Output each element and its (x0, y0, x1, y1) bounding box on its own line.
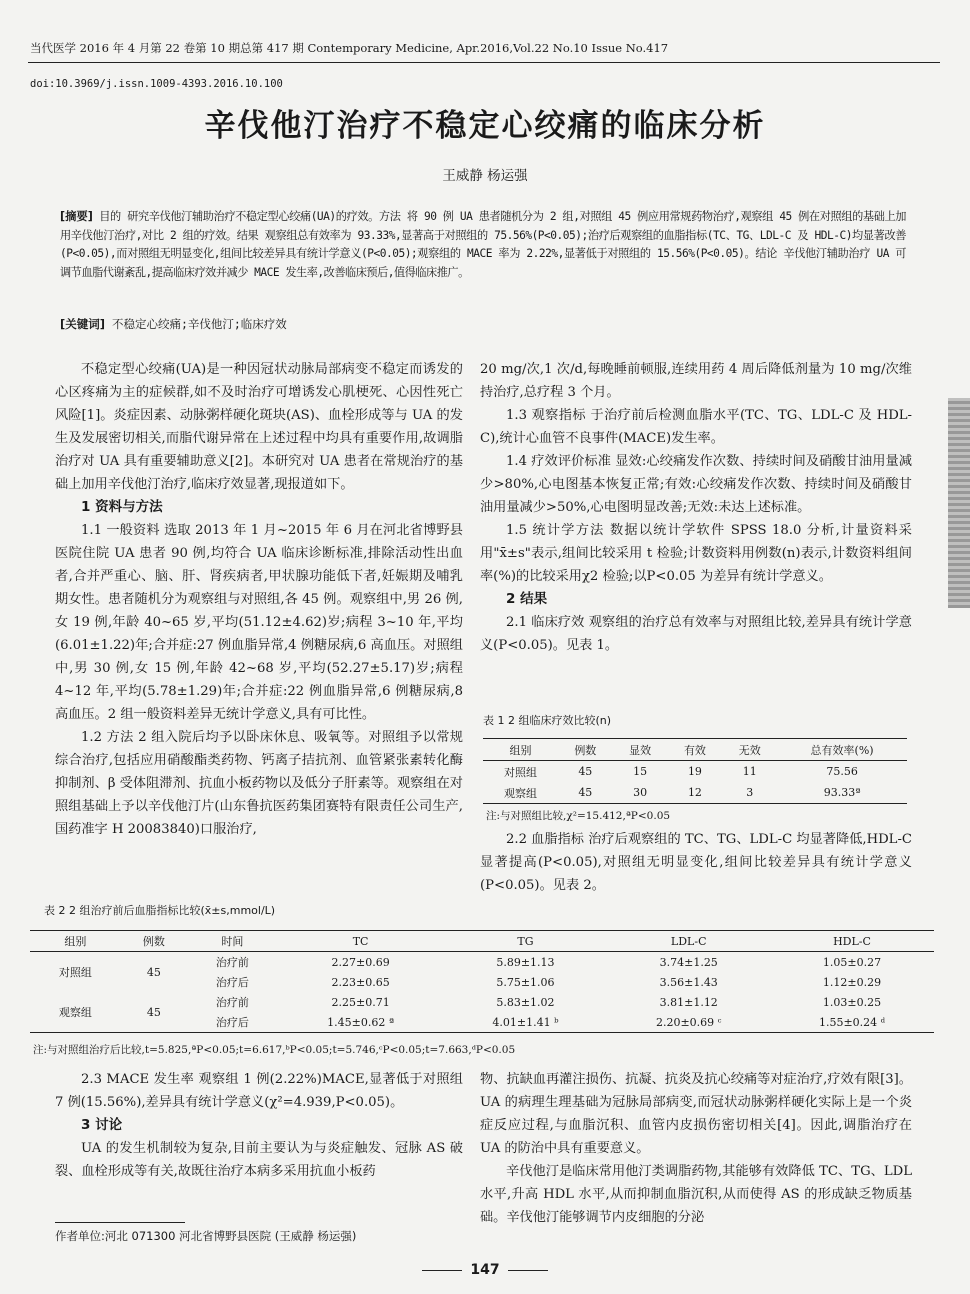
body-column-right-lower (480, 1068, 912, 1229)
table2 (30, 930, 934, 1033)
table1-cell: 75.56 (826, 765, 858, 778)
body-column-left-lower (55, 1068, 463, 1183)
table2-cell: 治疗后 (215, 976, 249, 989)
table1-caption: 表 1 2 组临床疗效比较(n) (483, 714, 612, 727)
paragraph: 1.2 方法 2 组入院后均予以卧床休息、吸氧等。对照组予以常规综合治疗,包括应用硝酸酯类药物、钙离子拮抗剂、血管紧张素转化酶抑制剂、β 受体阻滞剂、抗血小板药物以及低分子肝素等。观察组在对照组基础上予以辛伐他汀片(山东鲁抗医药集团赛特有限责任公司生产,国药准字 H 20083840)口服治疗, (55, 730, 463, 837)
paragraph: 辛伐他汀是临床常用他汀类调脂药物,其能够有效降低 TC、TG、LDL 水平,升高 HDL 水平,从而抑制血脂沉积,从而使得 AS 的形成缺乏物质基础。辛伐他汀能够调节内皮细胞的分泌 (480, 1164, 912, 1225)
table2-header: 时间 (221, 935, 244, 948)
table2-cell: 3.81±1.12 (659, 995, 718, 1009)
page-number: 147 (0, 1262, 970, 1278)
table1-cell: 30 (633, 786, 648, 799)
keywords-label: [关键词] (60, 317, 106, 331)
table2-cell: 1.03±0.25 (822, 995, 882, 1009)
table2-cell: 5.75±1.06 (496, 975, 555, 989)
table-row (483, 782, 907, 804)
table2-cell: 2.27±0.69 (331, 955, 390, 969)
abstract (60, 208, 906, 282)
paragraph: 2.3 MACE 发生率 观察组 1 例(2.22%)MACE,显著低于对照组 7 例(15.56%),差异具有统计学意义(χ²=4.939,P<0.05)。 (55, 1072, 463, 1110)
paragraph: 1.4 疗效评价标准 显效:心绞痛发作次数、持续时间及硝酸甘油用量减少>80%,心电图基本恢复正常;有效:心绞痛发作次数、持续时间及硝酸甘油用量减少>50%,心电图明显改善;无效:未达上述标准。 (480, 454, 912, 515)
table1-note: 注:与对照组比较,χ²=15.412,ªP<0.05 (486, 810, 671, 822)
table1-cell: 3 (746, 786, 754, 799)
table2-header: 例数 (142, 935, 165, 948)
keywords (60, 316, 906, 332)
table2-cell: 4.01±1.41 ᵇ (492, 1015, 559, 1029)
table2-count: 45 (146, 965, 161, 979)
table1-cell: 19 (687, 765, 702, 778)
table1-header: 组别 (509, 743, 532, 757)
table2-header: 组别 (64, 935, 87, 948)
paragraph: 1.1 一般资料 选取 2013 年 1 月~2015 年 6 月在河北省博野县医院住院 UA 患者 90 例,均符合 UA 临床诊断标准,排除活动性出血者,合并严重心、脑、肝、肾疾病者,甲状腺功能低下者,妊娠期及哺乳期女性。患者随机分为观察组与对照组,各 45 例。观察组中,男 26 例,女 19 例,年龄 40~65 岁,平均(51.12±4.62)岁;病程 3~10 年,平均(6.01±1.22)年;合并症:27 例血脂异常,4 例糖尿病,6 高血压。对照组中,男 30 例,女 15 例,年龄 42~68 岁,平均(52.27±5.17)岁;病程 4~12 年,平均(5.78±1.29)年;合并症:22 例血脂异常,6 例糖尿病,8 高血压。2 组一般资料差异无统计学意义,具有可比性。 (55, 523, 463, 722)
section-heading: 2 结果 (506, 591, 548, 607)
table2-count: 45 (146, 1005, 161, 1019)
header-rule (28, 62, 940, 63)
table2-cell: 1.12±0.29 (822, 975, 882, 989)
table1-cell: 12 (687, 786, 702, 799)
table1-header: 显效 (629, 743, 652, 757)
table1 (483, 738, 907, 804)
paragraph: 物、抗缺血再灌注损伤、抗凝、抗炎及抗心绞痛等对症治疗,疗效有限[3]。UA 的病理生理基础为冠脉局部病变,而冠状动脉粥样硬化实际上是一个炎症反应过程,与血脂沉积、血管内皮损伤密切相关[4]。因此,调脂治疗在 UA 的防治中具有重要意义。 (480, 1072, 912, 1156)
paragraph: 1.3 观察指标 于治疗前后检测血脂水平(TC、TG、LDL-C 及 HDL-C),统计心血管不良事件(MACE)发生率。 (480, 408, 912, 446)
table2-cell: 治疗前 (215, 956, 249, 969)
paragraph: 不稳定型心绞痛(UA)是一种因冠状动脉局部病变不稳定而诱发的心区疼痛为主的症候群,如不及时治疗可增诱发心肌梗死、心因性死亡风险[1]。炎症因素、动脉粥样硬化斑块(AS)、血栓形成等与 UA 的发生及发展密切相关,而脂代谢异常在上述过程中均具有重要作用,故调脂治疗对 UA 具有重要辅助意义[2]。本研究对 UA 患者在常规治疗的基础上加用辛伐他汀治疗,临床疗效显著,现报道如下。 (55, 362, 463, 492)
body-column-right (480, 358, 912, 657)
authors: 王威静 杨运强 (442, 168, 528, 184)
table1-header: 无效 (738, 743, 761, 757)
table1-cell: 对照组 (503, 765, 537, 779)
table2-cell: 治疗前 (215, 996, 249, 1009)
table2-header: TG (517, 934, 534, 948)
table2-cell: 2.25±0.71 (331, 995, 390, 1009)
abstract-label: [摘要] (60, 210, 93, 223)
abstract-text: 目的 研究辛伐他汀辅助治疗不稳定型心绞痛(UA)的疗效。方法 将 90 例 UA 患者随机分为 2 组,对照组 45 例应用常规药物治疗,观察组 45 例在对照组的基础上加用辛伐他汀治疗,对比 2 组的疗效。结果 观察组总有效率为 93.33%,显著高于对照组的 75.56%(P<0.05);治疗后观察组的血脂指标(TC、TG、LDL-C 及 HDL-C)均显著改善(P<0.05),而对照组无明显变化,组间比较差异具有统计学意义(P<0.05);观察组的 MACE 率为 2.22%,显著低于对照组的 15.56%(P<0.05)。结论 辛伐他汀辅助治疗 UA 可调节血脂代谢紊乱,提高临床疗效并减少 MACE 发生率,改善临床预后,值得临床推广。 (60, 210, 906, 279)
journal-header: 当代医学 2016 年 4 月第 22 卷第 10 期总第 417 期 Contemporary Medicine, Apr.2016,Vol.22 No.10 Issue No.417 (30, 41, 669, 55)
paragraph: UA 的发生机制较为复杂,目前主要认为与炎症触发、冠脉 AS 破裂、血栓形成等有关,故既往治疗本病多采用抗血小板药 (55, 1141, 463, 1179)
table2-note: 注:与对照组治疗后比较,t=5.825,ªP<0.05;t=6.617,ᵇP<0.05;t=5.746,ᶜP<0.05;t=7.663,ᵈP<0.05 (33, 1044, 516, 1056)
table2-caption: 表 2 2 组治疗前后血脂指标比较(x̄±s,mmol/L) (44, 904, 276, 917)
keywords-text: 不稳定心绞痛;辛伐他汀;临床疗效 (111, 317, 287, 331)
table2-cell: 3.56±1.43 (659, 975, 718, 989)
table-row (30, 992, 934, 1012)
footnote-rule (55, 1222, 185, 1223)
body-column-left (55, 358, 463, 841)
table2-group: 观察组 (58, 1006, 92, 1019)
table1-cell: 45 (578, 765, 593, 778)
section-heading: 1 资料与方法 (81, 499, 163, 515)
table1-cell: 93.33ª (823, 786, 861, 799)
table-row (483, 761, 907, 783)
table2-cell: 2.23±0.65 (331, 975, 390, 989)
table2-header: LDL-C (670, 934, 707, 948)
table2-cell: 1.05±0.27 (822, 955, 882, 969)
body-paragraph-2-2 (480, 828, 912, 897)
table2-cell: 5.83±1.02 (496, 995, 555, 1009)
table1-cell: 15 (633, 765, 648, 778)
table1-cell: 11 (742, 765, 757, 778)
table2-group: 对照组 (58, 966, 92, 979)
affiliation: 作者单位:河北 071300 河北省博野县医院 (王威静 杨运强) (55, 1229, 357, 1243)
table2-cell: 2.20±0.69 ᶜ (655, 1015, 722, 1029)
table1-header: 有效 (683, 743, 706, 757)
paragraph: 2.2 血脂指标 治疗后观察组的 TC、TG、LDL-C 均显著降低,HDL-C 显著提高(P<0.05),对照组无明显变化,组间比较差异具有统计学意义(P<0.05)。见表 2。 (480, 832, 912, 893)
table1-header: 总有效率(%) (810, 743, 874, 757)
scan-edge-mark (948, 398, 970, 608)
table2-cell: 5.89±1.13 (496, 955, 555, 969)
doi: doi:10.3969/j.issn.1009-4393.2016.10.100 (30, 78, 283, 90)
table-row (30, 952, 934, 973)
paragraph: 20 mg/次,1 次/d,每晚睡前顿服,连续用药 4 周后降低剂量为 10 mg/次维持治疗,总疗程 3 个月。 (480, 362, 912, 400)
table2-cell: 3.74±1.25 (659, 955, 718, 969)
paragraph: 1.5 统计学方法 数据以统计学软件 SPSS 18.0 分析,计量资料采用"x̄±s"表示,组间比较采用 t 检验;计数资料用例数(n)表示,计数资料组间率(%)的比较采用χ2 检验;以P<0.05 为差异有统计学意义。 (480, 523, 912, 584)
paragraph: 2.1 临床疗效 观察组的治疗总有效率与对照组比较,差异具有统计学意义(P<0.05)。见表 1。 (480, 615, 912, 653)
table1-cell: 观察组 (503, 786, 537, 800)
table2-cell: 1.45±0.62 ª (327, 1015, 395, 1029)
table2-cell: 1.55±0.24 ᵈ (818, 1015, 886, 1029)
table2-header: TC (352, 934, 369, 948)
table2-header: HDL-C (833, 934, 871, 948)
section-heading: 3 讨论 (81, 1117, 123, 1133)
table2-cell: 治疗后 (215, 1016, 249, 1029)
table1-cell: 45 (578, 786, 593, 799)
article-title: 辛伐他汀治疗不稳定心绞痛的临床分析 (204, 108, 766, 144)
table1-header: 例数 (574, 743, 597, 757)
